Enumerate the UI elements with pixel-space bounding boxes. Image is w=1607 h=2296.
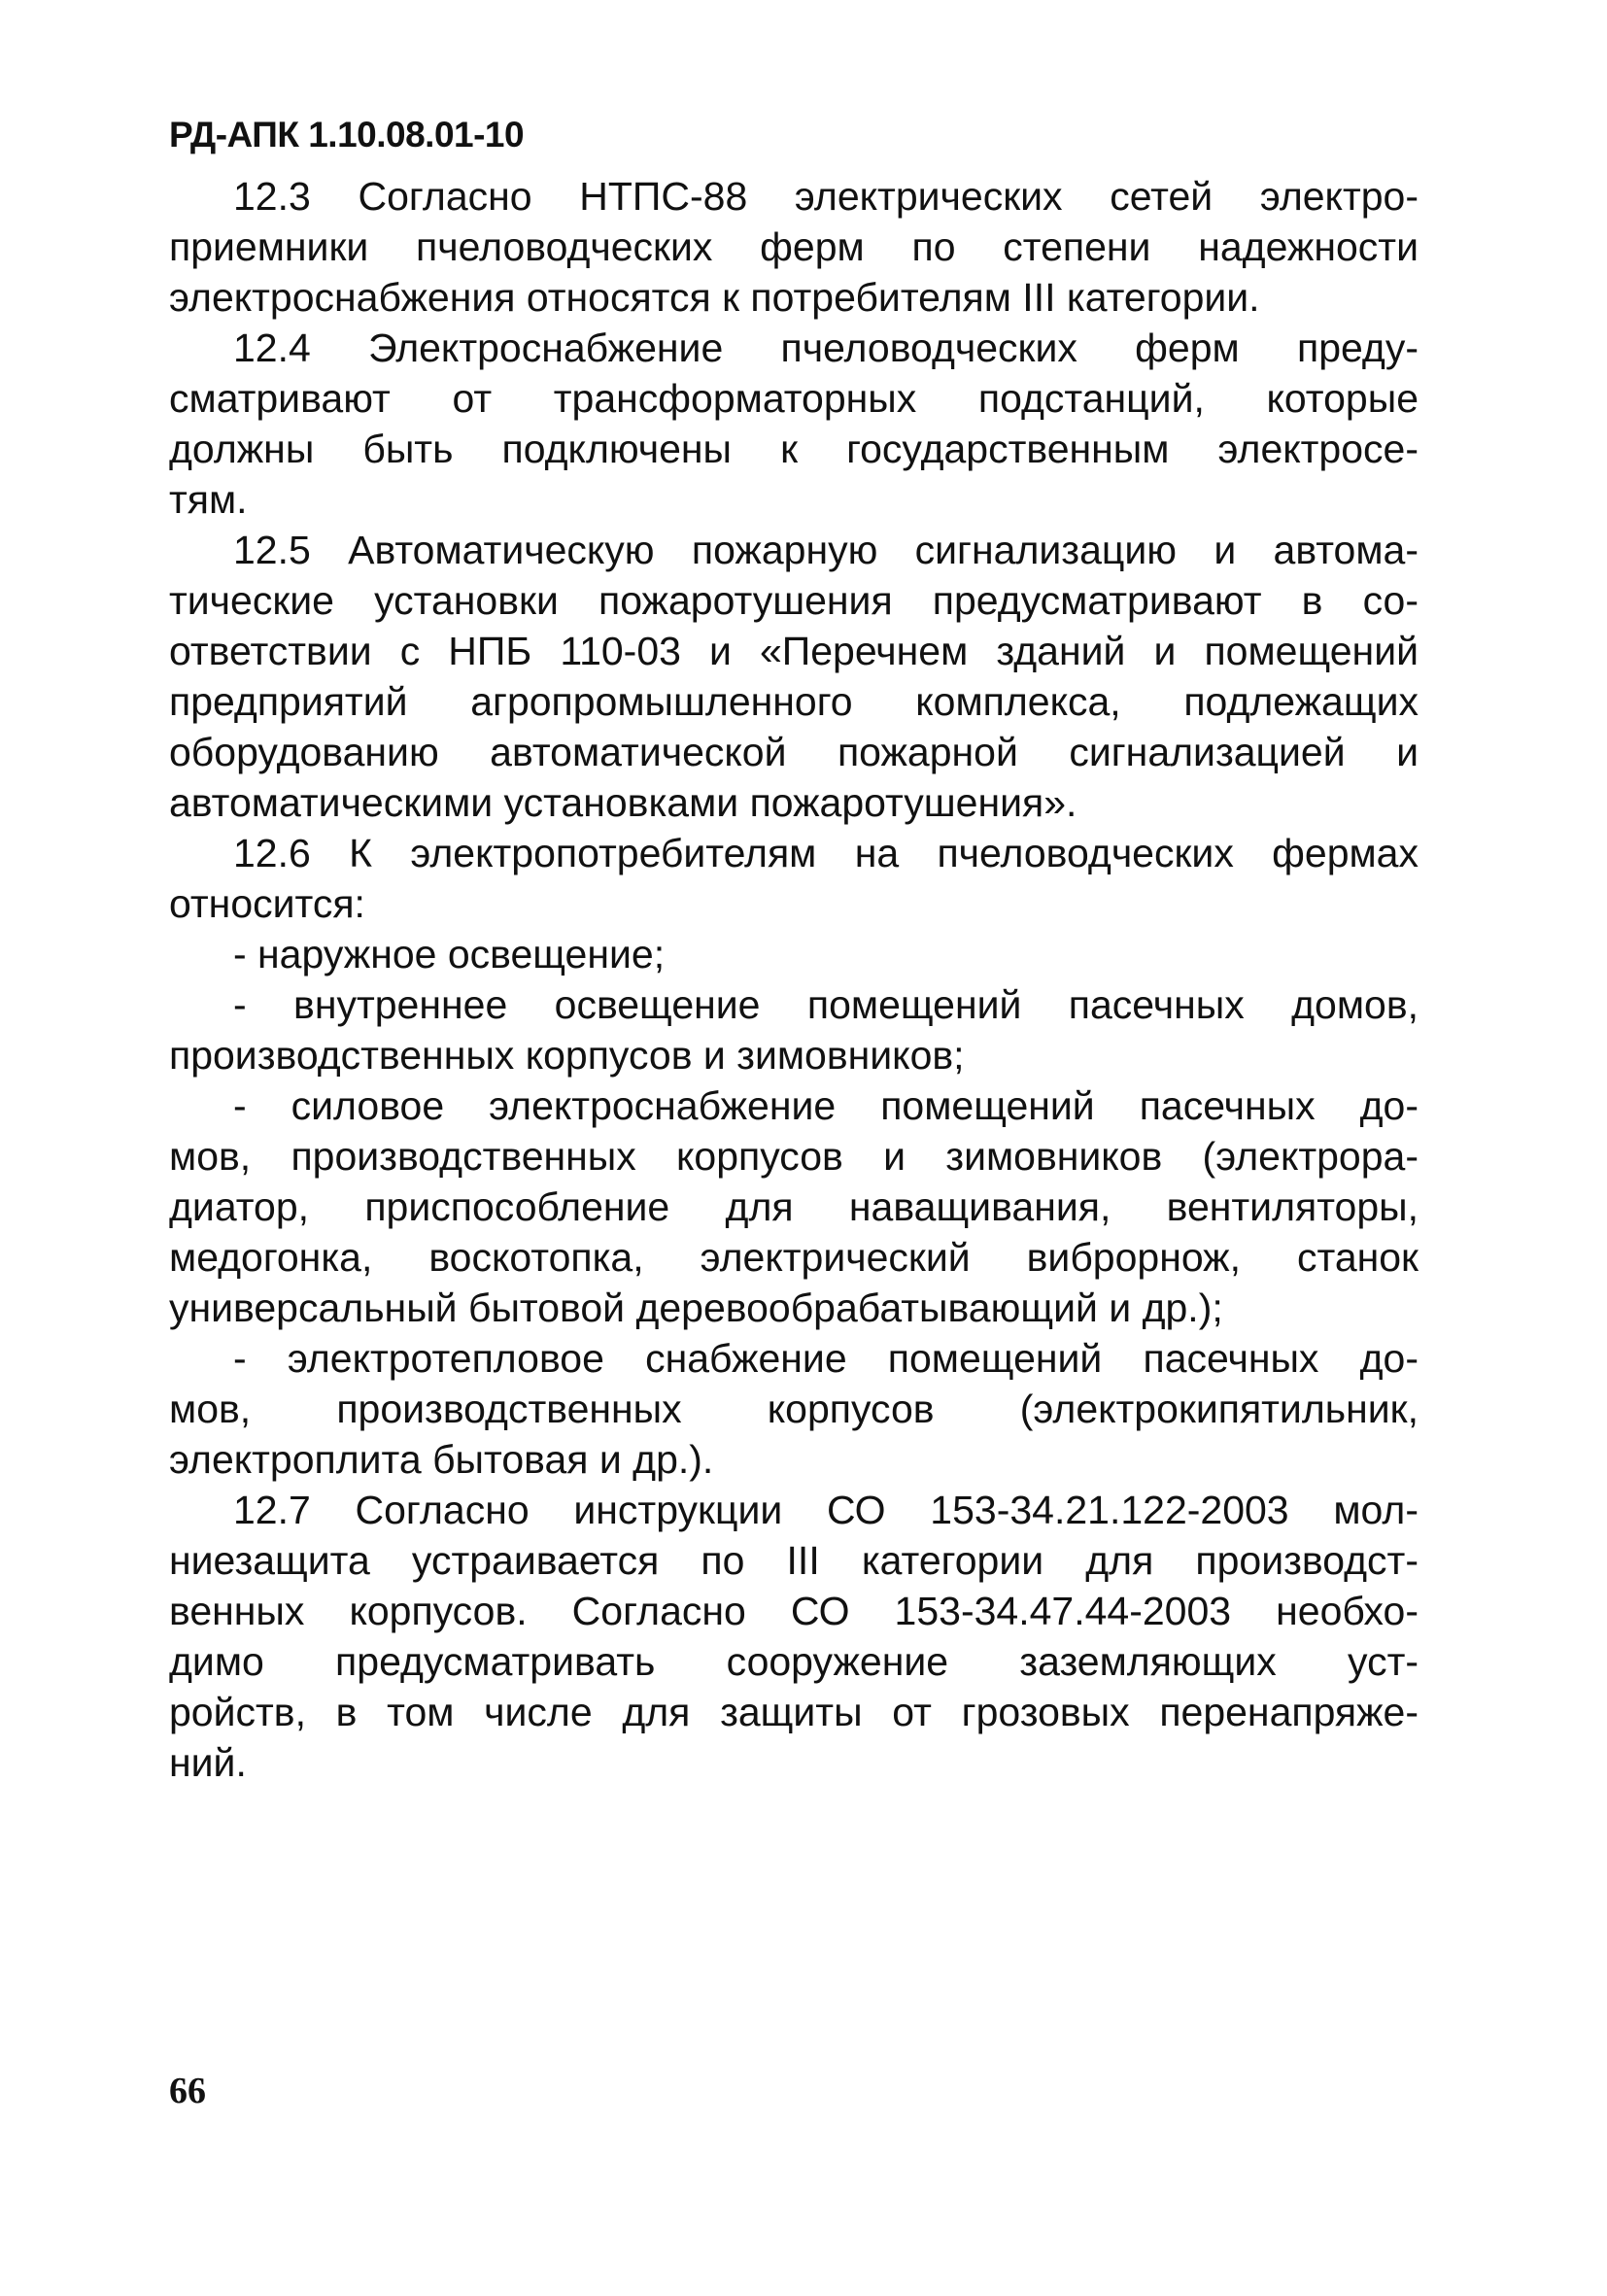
text-line: тям. [169, 477, 248, 522]
text-line: - силовое электроснабжение помещений пасечных до- [233, 1083, 1419, 1128]
page-number: 66 [169, 2071, 206, 2111]
text-line: производственных корпусов и зимовников; [169, 1033, 965, 1078]
text-line: 12.3 Согласно НТПС-88 электрических сетей электро- [233, 174, 1419, 219]
text-line: 12.7 Согласно инструкции СО 153-34.21.122-2003 мол- [233, 1488, 1419, 1532]
text-line: ройств, в том числе для защиты от грозовых перенапряже- [169, 1690, 1419, 1734]
text-line: медогонка, воскотопка, электрический виброрнож, станок [169, 1235, 1419, 1280]
document-code-header: РД-АПК 1.10.08.01-10 [169, 115, 525, 154]
text-line: 12.4 Электроснабжение пчеловодческих ферм преду- [233, 326, 1419, 370]
text-line: сматривают от трансформаторных подстанций, которые [169, 376, 1419, 421]
text-line: ний. [169, 1740, 247, 1785]
text-line: предприятий агропромышленного комплекса, подлежащих [169, 679, 1419, 724]
text-line: автоматическими установками пожаротушения». [169, 780, 1077, 825]
text-line: - внутреннее освещение помещений пасечных домов, [233, 982, 1419, 1027]
text-line: универсальный бытовой деревообрабатывающий и др.); [169, 1285, 1223, 1330]
text-line: димо предусматривать сооружение заземляющих уст- [169, 1639, 1419, 1684]
text-line: ниезащита устраивается по III категории для производст- [169, 1538, 1419, 1583]
text-line: должны быть подключены к государственным электросе- [169, 427, 1419, 471]
text-line: относится: [169, 881, 365, 926]
text-line: тические установки пожаротушения предусматривают в со- [169, 578, 1419, 623]
text-line: электроплита бытовая и др.). [169, 1437, 714, 1482]
text-line: диатор, приспособление для наващивания, вентиляторы, [169, 1184, 1419, 1229]
text-line: - наружное освещение; [233, 932, 666, 977]
text-line: 12.5 Автоматическую пожарную сигнализацию и автома- [233, 528, 1419, 572]
text-line: приемники пчеловодческих ферм по степени надежности [169, 224, 1419, 269]
text-line: мов, производственных корпусов и зимовников (электрора- [169, 1134, 1419, 1179]
body-text [169, 171, 1419, 1788]
text-line: мов, производственных корпусов (электрокипятильник, [169, 1387, 1419, 1431]
text-line: 12.6 К электропотребителям на пчеловодческих фермах [233, 831, 1419, 875]
text-line: оборудованию автоматической пожарной сигнализацией и [169, 730, 1419, 774]
text-line: ответствии с НПБ 110-03 и «Перечнем зданий и помещений [169, 629, 1419, 673]
text-line: - электротепловое снабжение помещений пасечных до- [233, 1336, 1419, 1381]
text-line: электроснабжения относятся к потребителям III категории. [169, 275, 1260, 320]
text-line: венных корпусов. Согласно СО 153-34.47.44-2003 необхо- [169, 1589, 1419, 1633]
